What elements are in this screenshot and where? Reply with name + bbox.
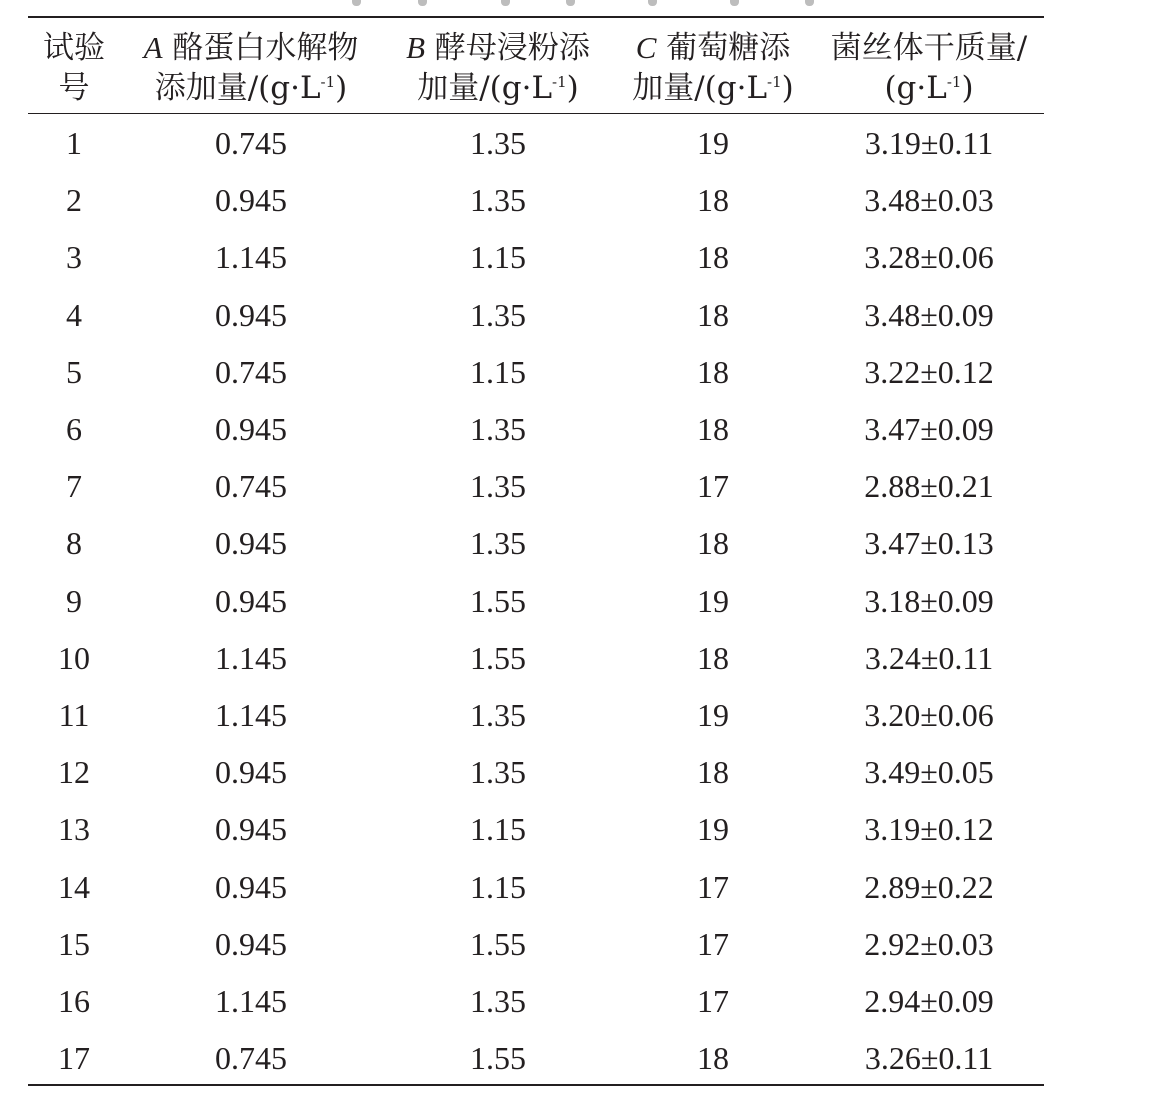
- table-cell: 3: [66, 239, 82, 276]
- table-cell: 1.55: [470, 1040, 526, 1077]
- table-row: [28, 1030, 1044, 1087]
- table-row: [28, 859, 1044, 916]
- table-cell: 10: [58, 639, 90, 676]
- table-cell: 19: [697, 125, 729, 161]
- table-cell: 3.18±0.09: [864, 582, 994, 619]
- table-cell: 1.55: [470, 582, 526, 619]
- table-cell: 0.945: [215, 182, 287, 219]
- table-cell: 2.92±0.03: [864, 925, 994, 962]
- table-cell: 4: [66, 296, 82, 333]
- table-cell: 3.49±0.05: [864, 754, 994, 791]
- table-cell: 2.89±0.22: [864, 868, 994, 905]
- results-table: [28, 16, 1044, 1086]
- table-row: [28, 229, 1044, 286]
- table-cell: 3.48±0.03: [864, 182, 994, 219]
- table-cell: 6: [66, 411, 82, 447]
- table-cell: 3.47±0.09: [864, 411, 994, 447]
- table-cell: 8: [66, 525, 82, 562]
- table-cell: 18: [697, 639, 729, 676]
- table-cell: 1.35: [470, 411, 526, 447]
- table-cell: 3.22±0.12: [864, 353, 994, 390]
- table-cell: 1.145: [215, 239, 287, 276]
- table-header: [28, 18, 1044, 114]
- table-cell: 2: [66, 182, 82, 219]
- table-cell: 1.35: [470, 754, 526, 791]
- table-cell: 2.88±0.21: [864, 468, 994, 505]
- table-cell: 2.94±0.09: [864, 983, 994, 1019]
- table-cell: 18: [697, 1040, 729, 1077]
- table-cell: 17: [697, 925, 729, 962]
- table-row: [28, 801, 1044, 858]
- table-cell: 1: [66, 125, 82, 161]
- table-cell: 13: [58, 811, 90, 848]
- table-cell: 9: [66, 582, 82, 619]
- table-cell: 17: [58, 1040, 90, 1077]
- table-cell: 1.55: [470, 639, 526, 676]
- table-row: [28, 973, 1044, 1030]
- table-cell: 3.24±0.11: [864, 639, 994, 676]
- table-cell: 1.145: [215, 639, 287, 676]
- table-cell: 1.35: [470, 182, 526, 219]
- table-cell: 17: [697, 983, 729, 1019]
- table-cell: 0.745: [215, 353, 287, 390]
- header-yeast-extract: B 酵母浸粉添 加量$/(g\cdot L^{-1})$: [406, 30, 590, 106]
- table-row: [28, 172, 1044, 229]
- table-cell: 0.745: [215, 1040, 287, 1077]
- table-cell: 1.35: [470, 983, 526, 1019]
- table-cell: 1.15: [470, 868, 526, 905]
- table-cell: 17: [697, 468, 729, 505]
- table-cell: 15: [58, 925, 90, 962]
- table-cell: 3.20±0.06: [864, 697, 994, 733]
- header-mycelium-dry-mass: 菌丝体干质量/ $(g\cdot L^{-1})$: [830, 30, 1028, 106]
- table-cell: 18: [697, 525, 729, 562]
- table-cell: 17: [697, 868, 729, 905]
- table-row: [28, 458, 1044, 515]
- table-cell: 1.15: [470, 239, 526, 276]
- table-cell: 18: [697, 353, 729, 390]
- table-row: [28, 115, 1044, 172]
- table-cell: 18: [697, 296, 729, 333]
- table-row: [28, 630, 1044, 687]
- table-cell: 7: [66, 468, 82, 505]
- table-cell: 0.745: [215, 468, 287, 505]
- table-cell: 12: [58, 754, 90, 791]
- table-row: [28, 344, 1044, 401]
- table-cell: 3.28±0.06: [864, 239, 994, 276]
- table-cell: 1.35: [470, 296, 526, 333]
- table-cell: 3.19±0.11: [864, 125, 994, 161]
- table-row: [28, 287, 1044, 344]
- table-cell: 1.15: [470, 353, 526, 390]
- table-cell: 19: [697, 697, 729, 733]
- table-cell: 1.145: [215, 983, 287, 1019]
- table-cell: 19: [697, 811, 729, 848]
- clipped-title-remnant: [300, 0, 880, 6]
- table-row: [28, 515, 1044, 572]
- table-cell: 0.945: [215, 754, 287, 791]
- table-cell: 1.35: [470, 125, 526, 161]
- table-cell: 11: [58, 697, 90, 733]
- table-cell: 0.945: [215, 811, 287, 848]
- table-cell: 0.945: [215, 411, 287, 447]
- table-cell: 16: [58, 983, 90, 1019]
- table-cell: 3.48±0.09: [864, 296, 994, 333]
- table-row: [28, 573, 1044, 630]
- table-cell: 18: [697, 239, 729, 276]
- table-cell: 5: [66, 353, 82, 390]
- table-cell: 1.35: [470, 525, 526, 562]
- header-trial-no: 试验 号: [43, 30, 105, 106]
- table-cell: 0.745: [215, 125, 287, 161]
- header-glucose: C 葡萄糖添 加量$/(g\cdot L^{-1})$: [632, 30, 794, 106]
- table-row: [28, 916, 1044, 973]
- table-cell: 0.945: [215, 296, 287, 333]
- table-cell: 3.47±0.13: [864, 525, 994, 562]
- table-row: [28, 401, 1044, 458]
- table-cell: 1.15: [470, 811, 526, 848]
- table-cell: 18: [697, 182, 729, 219]
- header-casein-hydrolysate: A 酪蛋白水解物 添加量$/(g\cdot L^{-1})$: [143, 30, 359, 106]
- table-row: [28, 744, 1044, 801]
- table-cell: 19: [697, 582, 729, 619]
- table-cell: 0.945: [215, 868, 287, 905]
- table-cell: 1.145: [215, 697, 287, 733]
- table-cell: 3.26±0.11: [864, 1040, 994, 1077]
- table-cell: 18: [697, 754, 729, 791]
- table-cell: 18: [697, 411, 729, 447]
- table-cell: 0.945: [215, 925, 287, 962]
- table-cell: 1.35: [470, 468, 526, 505]
- table-cell: 1.55: [470, 925, 526, 962]
- table-cell: 14: [58, 868, 90, 905]
- table-row: [28, 687, 1044, 744]
- table-cell: 0.945: [215, 525, 287, 562]
- table-cell: 0.945: [215, 582, 287, 619]
- table-cell: 1.35: [470, 697, 526, 733]
- table-cell: 3.19±0.12: [864, 811, 994, 848]
